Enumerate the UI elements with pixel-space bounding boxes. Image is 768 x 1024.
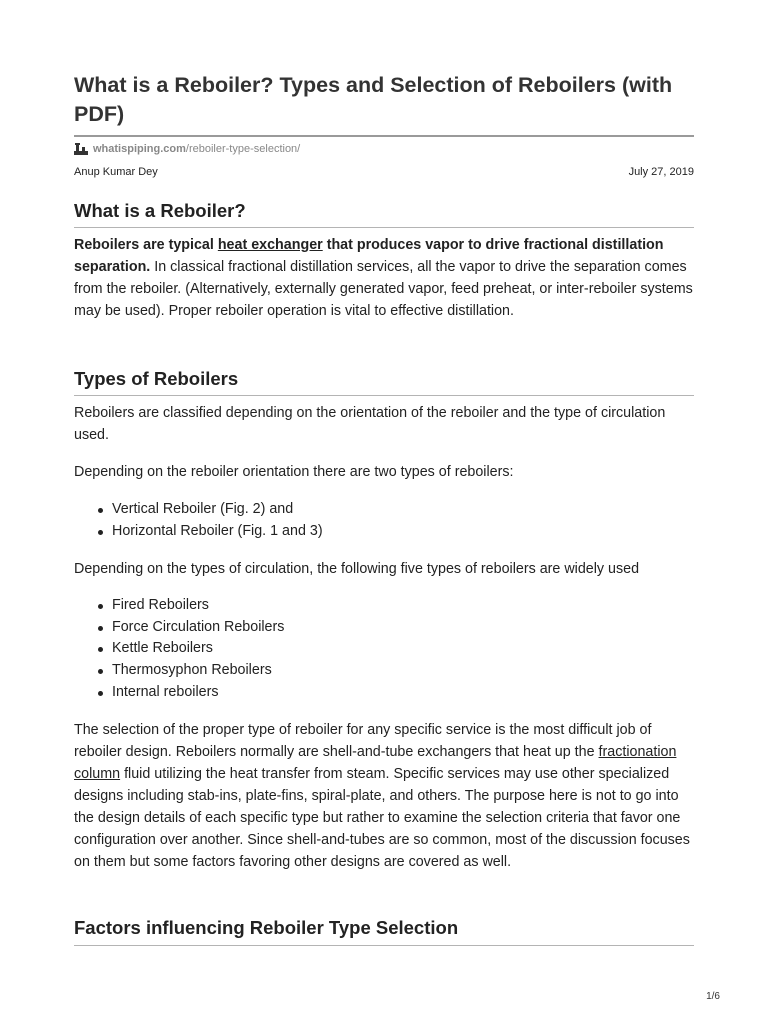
list-item: Force Circulation Reboilers (74, 617, 284, 639)
list-item: Vertical Reboiler (Fig. 2) and (74, 499, 323, 521)
section-divider (74, 395, 694, 396)
list-item: Internal reboilers (74, 682, 284, 704)
list-item: Kettle Reboilers (74, 638, 284, 660)
source-url[interactable] (74, 140, 300, 158)
section-heading-types: Types of Reboilers (74, 368, 239, 389)
section-heading-factors: Factors influencing Reboiler Type Selection (74, 917, 459, 938)
circulation-list (74, 595, 284, 704)
intro-bold-a: Reboilers are typical (74, 237, 218, 253)
list-item: Thermosyphon Reboilers (74, 660, 284, 682)
intro-paragraph (74, 234, 694, 322)
orientation-intro: Depending on the reboiler orientation there are two types of reboilers: (74, 464, 514, 480)
selection-text-b: fluid utilizing the heat transfer from steam. Specific services may use other specialized designs including stab-ins, plate-fins, spiral-plate, and others. The purpose here is not to go into the design details of each specific type but rather to examine the selection criteria that favor one configuration over another. Since shell-and-tubes are so common, most of the discussion focuses on them but some factors favoring other designs are covered as well. (74, 766, 690, 870)
source-path: /reboiler-type-selection/ (185, 143, 301, 155)
intro-bold-b: that produces vapor to drive fractional distillation separation. (74, 237, 664, 275)
orientation-list (74, 499, 323, 542)
list-item: Fired Reboilers (74, 595, 284, 617)
selection-text-a: The selection of the proper type of reboiler for any specific service is the most difficult job of reboiler design. Reboilers normally are shell-and-tube exchangers that heat up the (74, 722, 652, 760)
section-heading-what-is: What is a Reboiler? (74, 200, 246, 221)
fractionation-column-link[interactable]: fractionation column (74, 744, 677, 782)
intro-text: In classical fractional distillation services, all the vapor to drive the separation comes from the reboiler. (Alternatively, externally generated vapor, feed preheat, or inter-reboiler systems may be used). Proper reboiler operation is vital to effective distillation. (74, 259, 693, 319)
page-title: What is a Reboiler? Types and Selection of Reboilers (with PDF) (74, 73, 673, 126)
source-host: whatispiping.com (93, 143, 186, 155)
section-divider (74, 227, 694, 228)
title-divider (74, 135, 694, 137)
site-logo-icon (74, 142, 88, 156)
list-item: Horizontal Reboiler (Fig. 1 and 3) (74, 521, 323, 543)
classification-paragraph: Reboilers are classified depending on the orientation of the reboiler and the type of circulation used. (74, 405, 666, 443)
selection-paragraph (74, 719, 694, 873)
page-number: 1/6 (706, 991, 720, 1002)
publish-date: July 27, 2019 (628, 166, 694, 178)
circulation-intro: Depending on the types of circulation, the following five types of reboilers are widely used (74, 561, 640, 577)
section-divider (74, 945, 694, 946)
heat-exchanger-link[interactable]: heat exchanger (217, 237, 323, 253)
author: Anup Kumar Dey (74, 166, 158, 178)
